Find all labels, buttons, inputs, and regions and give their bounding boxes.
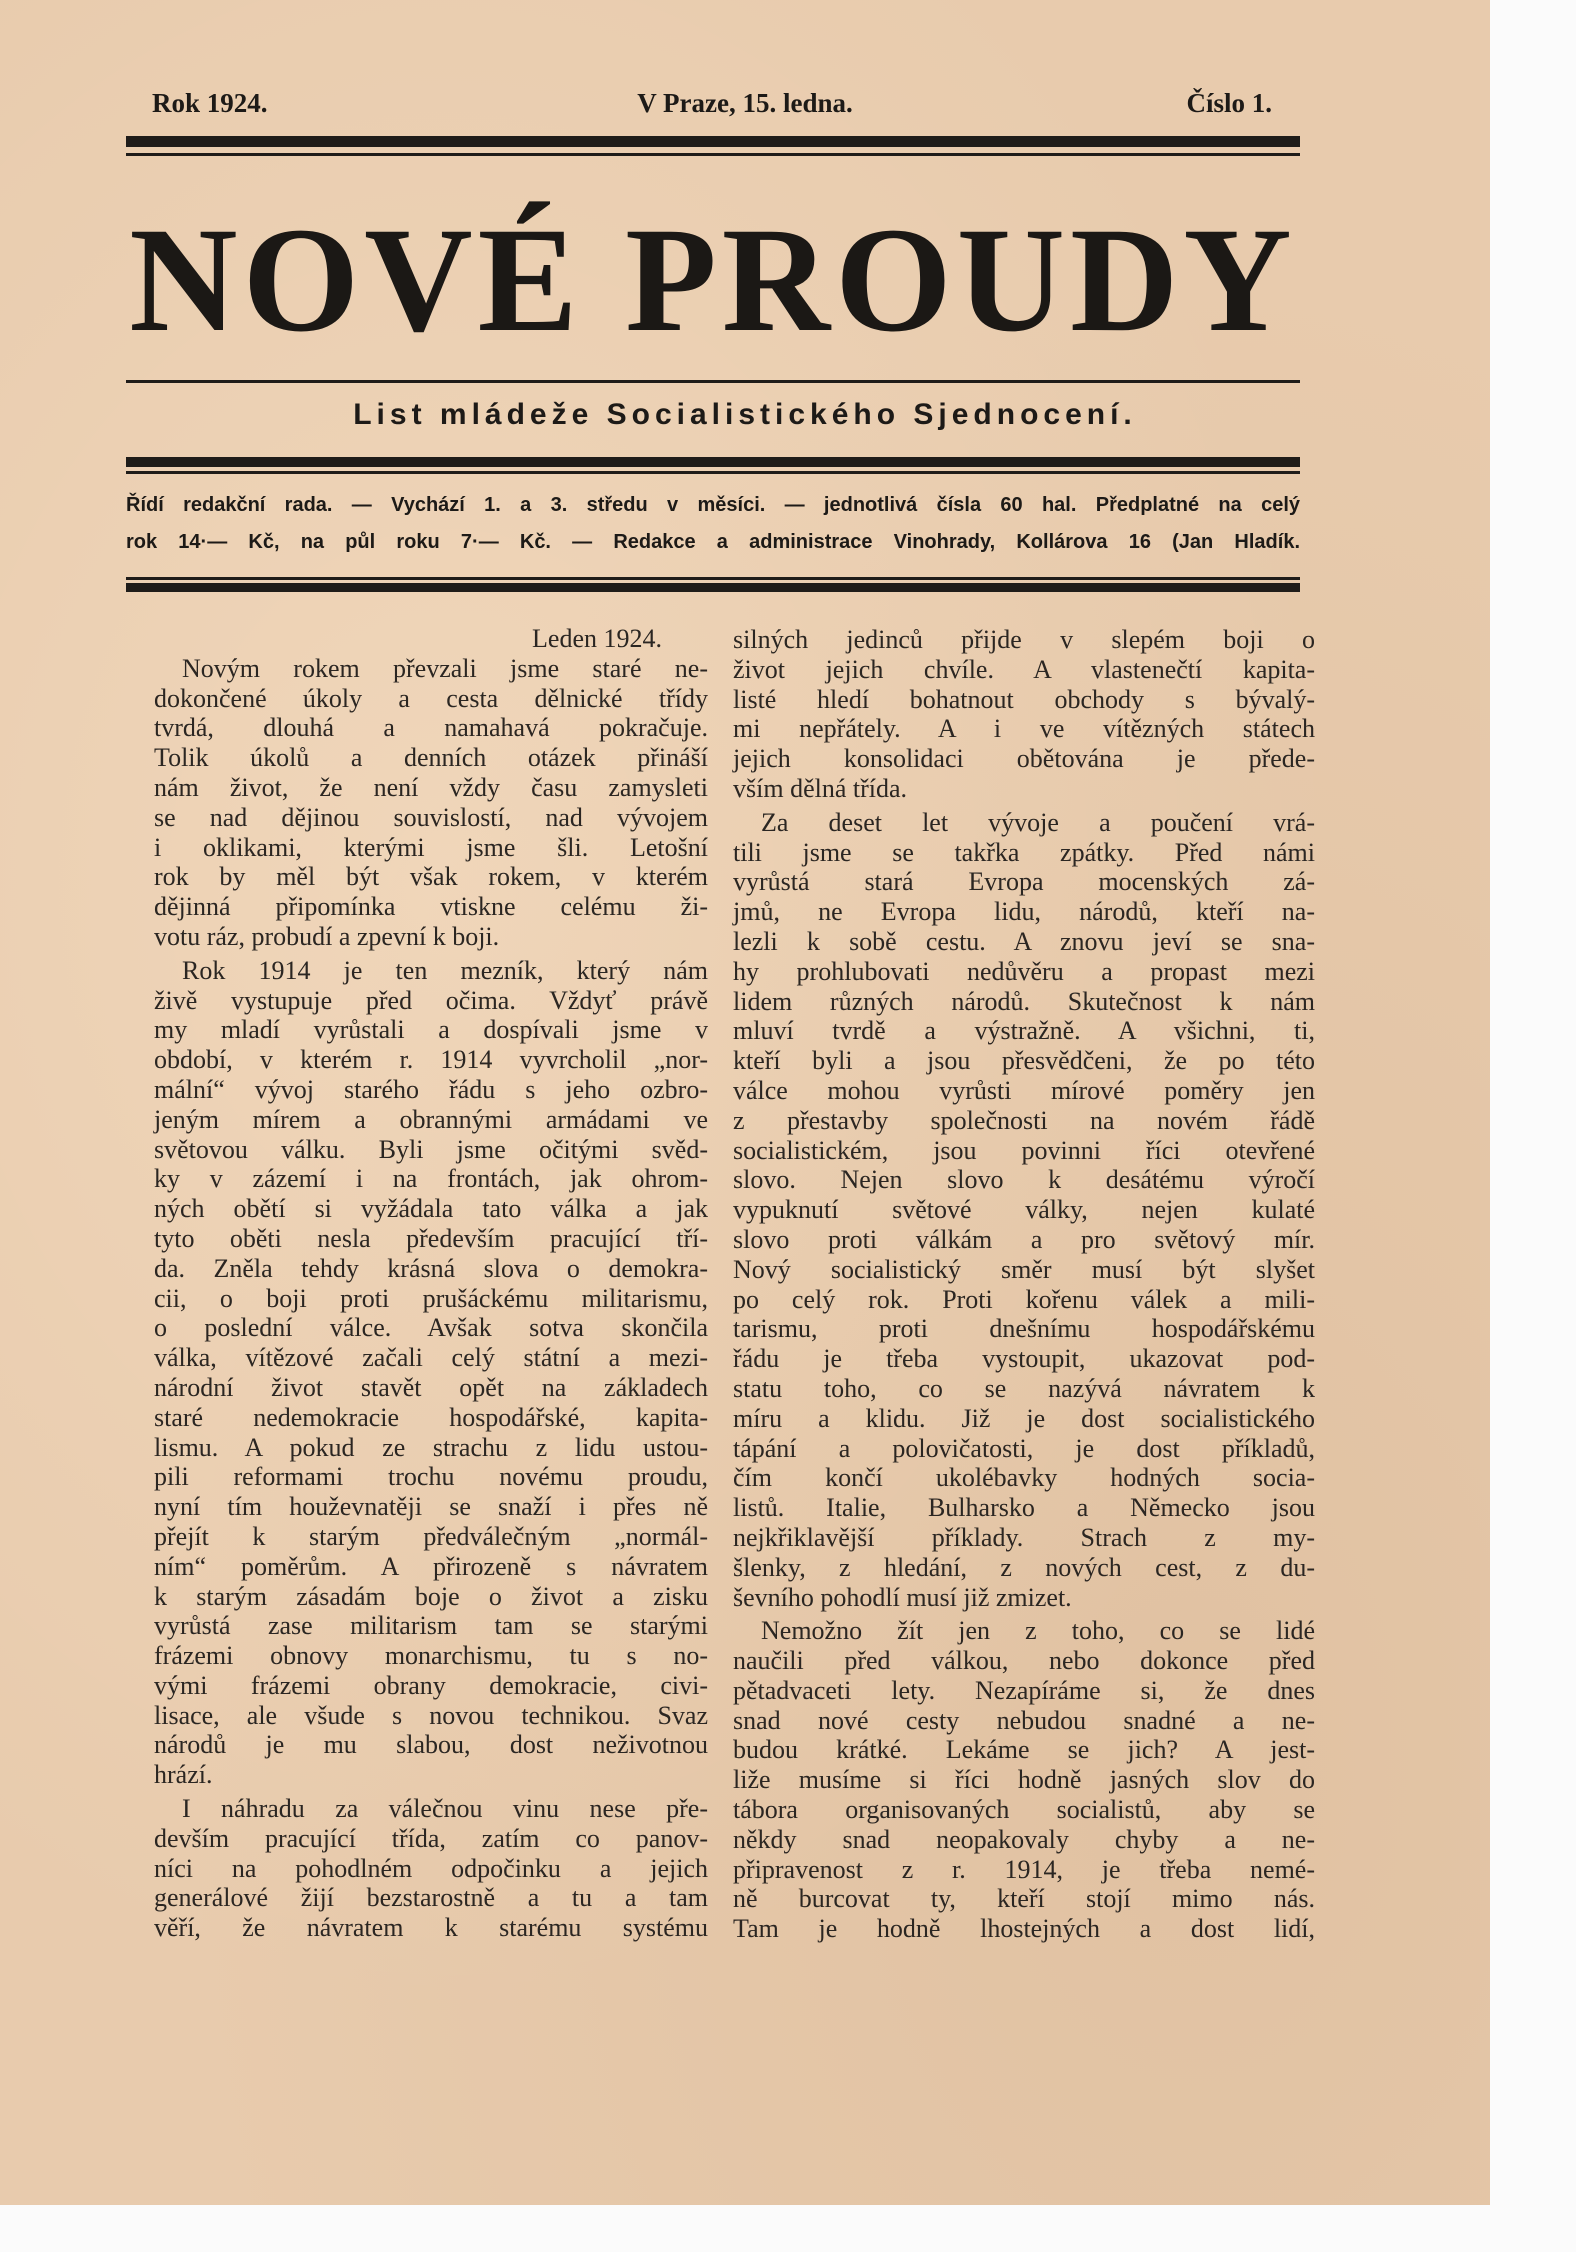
text-line: tápání a polovičatosti, je dost příkladů, <box>733 1433 1315 1463</box>
text-line: řádu je třeba vystoupit, ukazovat pod- <box>733 1344 1315 1374</box>
text-line: tarismu, proti dnešnímu hospodářskému <box>733 1314 1315 1344</box>
text-line: tyto oběti nesla především pracující tří- <box>154 1223 708 1253</box>
text-line: listů. Italie, Bulharsko a Německo jsou <box>733 1493 1315 1523</box>
text-line: k starým zásadám boje o život a zisku <box>154 1581 708 1611</box>
text-line: šlenky, z hledání, z nových cest, z du- <box>733 1552 1315 1582</box>
text-line: hy prohlubovati nedůvěru a propast mezi <box>733 956 1315 986</box>
thin-rule <box>126 153 1300 156</box>
text-line: my mladí vyrůstali a dospívali jsme v <box>154 1015 708 1045</box>
text-line: jejich konsolidaci obětována je přede- <box>733 744 1315 774</box>
text-line: generálové žijí bezstarostně a tu a tam <box>154 1883 708 1913</box>
text-line: ných obětí si vyžádala tato válka a jak <box>154 1194 708 1224</box>
text-line: cii, o boji proti prušáckému militarismu, <box>154 1283 708 1313</box>
text-line: se nad dějinou souvislostí, nad vývojem <box>154 802 708 832</box>
text-line: vými frázemi obrany demokracie, civi- <box>154 1670 708 1700</box>
text-line: socialistickém, jsou povinni říci otevřené <box>733 1135 1315 1165</box>
text-line: ky v zázemí i na frontách, jak ohrom- <box>154 1164 708 1194</box>
text-line: devším pracující třída, zatím co panov- <box>154 1823 708 1853</box>
text-line: přejít k starým předválečným „normál- <box>154 1521 708 1551</box>
text-line: Tolik úkolů a denních otázek přináší <box>154 743 708 773</box>
text-line: jmů, ne Evropa lidu, národů, kteří na- <box>733 897 1315 927</box>
text-line: čím končí ukolébavky hodných socia- <box>733 1463 1315 1493</box>
text-line: Za deset let vývoje a poučení vrá- <box>761 807 1315 837</box>
text-line: živě vystupuje před očima. Vždyť právě <box>154 985 708 1015</box>
thick-rule <box>126 583 1300 592</box>
thick-rule <box>126 136 1300 147</box>
text-line: nám život, že není vždy času zamysleti <box>154 772 708 802</box>
text-line: snad nové cesty nebudou snadné a ne- <box>733 1705 1315 1735</box>
thin-rule <box>126 380 1300 383</box>
text-line: jeným mírem a obrannými armádami ve <box>154 1104 708 1134</box>
text-line: lismu. A pokud ze strachu z lidu ustou- <box>154 1432 708 1462</box>
thin-rule <box>126 471 1300 474</box>
text-line: období, v kterém r. 1914 vyvrcholil „nor- <box>154 1045 708 1075</box>
text-line: kteří byli a jsou přesvědčeni, že po této <box>733 1046 1315 1076</box>
text-line: Nový socialistický směr musí být slyšet <box>733 1254 1315 1284</box>
text-line: Rok 1914 je ten mezník, který nám <box>182 955 708 985</box>
text-line: připravenost z r. 1914, je třeba nemé- <box>733 1854 1315 1884</box>
text-line: vyrůstá zase militarism tam se starými <box>154 1611 708 1641</box>
year-label: Rok 1924. <box>152 88 268 118</box>
text-line: budou krátké. Lekáme se jich? A jest- <box>733 1735 1315 1765</box>
subtitle: List mládeže Socialistického Sjednocení. <box>353 398 1137 431</box>
text-line: lezli k sobě cestu. A znovu jeví se sna- <box>733 926 1315 956</box>
paragraph <box>154 956 708 1790</box>
text-line: lisace, ale všude s novou technikou. Svaz <box>154 1700 708 1730</box>
text-line: nejkřiklavější příklady. Strach z my- <box>733 1522 1315 1552</box>
text-line: statu toho, co se nazývá návratem k <box>733 1373 1315 1403</box>
text-line: národů je mu slabou, dost neživotnou <box>154 1730 708 1760</box>
text-line: mluví tvrdě a výstražně. A všichni, ti, <box>733 1016 1315 1046</box>
text-line: ním“ poměrům. A přirozeně s návratem <box>154 1551 708 1581</box>
text-line: tvrdá, dlouhá a namahavá pokračuje. <box>154 713 708 743</box>
dateline: Leden 1924. <box>532 624 662 653</box>
text-line: naučili před válkou, nebo dokonce před <box>733 1646 1315 1676</box>
text-line: míru a klidu. Již je dost socialistického <box>733 1403 1315 1433</box>
text-line: rok by měl být však rokem, v kterém <box>154 862 708 892</box>
masthead-title <box>126 197 1300 363</box>
text-line: mální“ vývoj starého řádu s jeho ozbro- <box>154 1074 708 1104</box>
text-line: světovou válku. Byli jsme očitými svěd- <box>154 1134 708 1164</box>
paragraph <box>154 1794 708 1943</box>
text-line: ně burcovat ty, kteří stojí mimo nás. <box>733 1884 1315 1914</box>
article-column-left <box>154 624 708 1947</box>
text-line: Novým rokem převzali jsme staré ne- <box>182 653 708 683</box>
text-line: i oklikami, kterými jsme šli. Letošní <box>154 832 708 862</box>
text-line: I náhradu za válečnou vinu nese pře- <box>182 1794 708 1824</box>
text-line: listé hledí bohatnout obchody s bývalý- <box>733 684 1315 714</box>
paragraph <box>733 808 1315 1613</box>
text-line: frázemi obnovy monarchismu, tu s no- <box>154 1641 708 1671</box>
text-line: po celý rok. Proti kořenu válek a mili- <box>733 1284 1315 1314</box>
text-line: válce mohou vyrůsti mírové poměry jen <box>733 1075 1315 1105</box>
text-line: hrází. <box>154 1760 213 1790</box>
paragraph <box>733 1616 1315 1944</box>
text-line: život jejich chvíle. A vlastenečtí kapita- <box>733 654 1315 684</box>
paragraph <box>154 654 708 952</box>
text-line: dokončené úkoly a cesta dělnické třídy <box>154 683 708 713</box>
text-line: ševního pohodlí musí již zmizet. <box>733 1582 1072 1612</box>
thin-rule <box>126 577 1300 580</box>
text-line: pili reformami trochu novému proudu, <box>154 1462 708 1492</box>
text-line: liže musíme si říci hodně jasných slov do <box>733 1765 1315 1795</box>
issue-number: Číslo 1. <box>1186 88 1272 118</box>
text-line: tábora organisovaných socialistů, aby se <box>733 1795 1315 1825</box>
text-line: mi nepřátely. A i ve vítězných státech <box>733 714 1315 744</box>
text-line: lidem různých národů. Skutečnost k nám <box>733 986 1315 1016</box>
text-line: vším dělná třída. <box>733 773 908 803</box>
text-line: dějinná připomínka vtiskne celému ži- <box>154 892 708 922</box>
text-line: tili jsme se takřka zpátky. Před námi <box>733 837 1315 867</box>
info-line-2: rok 14·— Kč, na půl roku 7·— Kč. — Redakce a administrace Vinohrady, Kollárova 16 (Jan Hladík. <box>126 531 1300 553</box>
text-line: vyrůstá stará Evropa mocenských zá- <box>733 867 1315 897</box>
text-line: národní život stavět opět na základech <box>154 1372 708 1402</box>
text-line: níci na pohodlném odpočinku a jejich <box>154 1853 708 1883</box>
text-line: z přestavby společnosti na novém řádě <box>733 1105 1315 1135</box>
text-line: silných jedinců přijde v slepém boji o <box>733 625 1315 654</box>
text-line: vypuknutí světové války, nejen kulaté <box>733 1195 1315 1225</box>
text-line: votu ráz, probudí a zpevní k boji. <box>154 921 500 951</box>
title-text: NOVÉ PROUDY <box>129 197 1297 363</box>
paragraph <box>733 625 1315 804</box>
text-line: slovo. Nejen slovo k desátému výročí <box>733 1165 1315 1195</box>
text-line: věří, že návratem k starému systému <box>154 1913 708 1943</box>
text-line: staré nedemokracie hospodářské, kapita- <box>154 1402 708 1432</box>
article-column-right <box>733 625 1315 1948</box>
text-line: slovo proti válkám a pro světový mír. <box>733 1224 1315 1254</box>
text-line: Nemožno žít jen z toho, co se lidé <box>761 1616 1315 1646</box>
text-line: pětadvaceti lety. Nezapíráme si, že dnes <box>733 1675 1315 1705</box>
text-line: někdy snad neopakovaly chyby a ne- <box>733 1824 1315 1854</box>
text-line: da. Zněla tehdy krásná slova o demokra- <box>154 1253 708 1283</box>
place-date: V Praze, 15. ledna. <box>637 88 853 118</box>
text-line: o poslední válce. Avšak sotva skončila <box>154 1313 708 1343</box>
text-line: válka, vítězové začali celý státní a mezi- <box>154 1343 708 1373</box>
thick-rule <box>126 457 1300 467</box>
text-line: nyní tím houževnatěji se snaží i přes ně <box>154 1492 708 1522</box>
info-line-1: Řídí redakční rada. — Vychází 1. a 3. středu v měsíci. — jednotlivá čísla 60 hal. Předplatné na celý <box>126 494 1300 516</box>
text-line: Tam je hodně lhostejných a dost lidí, <box>733 1914 1315 1944</box>
